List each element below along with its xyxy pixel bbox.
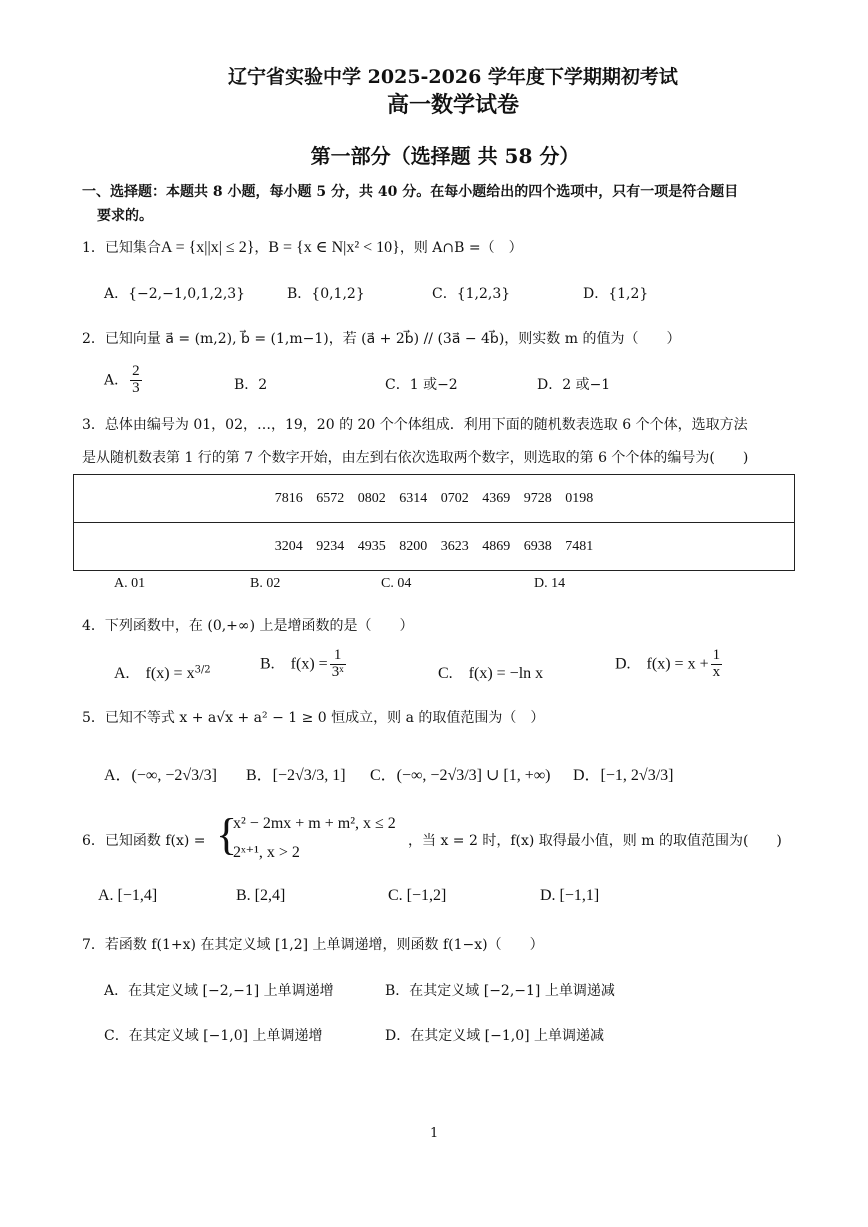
question-5-stem: 5．已知不等式 x + a√x + a² − 1 ≥ 0 恒成立，则 a 的取值范围为（ ） <box>82 710 545 726</box>
q2-option-a[interactable] <box>104 364 144 397</box>
section-instruction-line1: 一、选择题：本题共 8 小题，每小题 5 分，共 40 分。在每小题给出的四个选项中，只有一项是符合题目 <box>82 184 739 200</box>
q5-option-b[interactable]: B．[−2√3/3, 1] <box>246 767 346 784</box>
q6-option-c[interactable]: C. [−1,2] <box>388 887 447 904</box>
q4-option-b-denominator: 3ˣ <box>331 663 344 680</box>
q4-option-a[interactable] <box>114 660 211 683</box>
q4-option-b[interactable] <box>260 648 348 681</box>
q6-case-1: x² − 2mx + m + m², x ≤ 2 <box>233 815 396 832</box>
q4-option-c[interactable] <box>438 660 543 683</box>
school-title: 辽宁省实验中学 2025-2026 学年度下学期期初考试 <box>228 66 678 88</box>
q1-prefix: 1．已知集合 <box>82 240 161 256</box>
q4-option-a-text: A. f(x) = x <box>114 665 195 682</box>
q1-option-a[interactable]: A．{−2,−1,0,1,2,3} <box>104 286 246 302</box>
question-7-stem: 7．若函数 f(1+x) 在其定义域 [1,2] 上单调递增，则函数 f(1−x)（ ） <box>82 937 544 953</box>
q4-option-d-text: D. f(x) = x + <box>615 655 709 673</box>
q5-option-d[interactable]: D．[−1, 2√3/3] <box>573 767 674 784</box>
question-6-suffix: ，当 x = 2 时，f(x) 取得最小值，则 m 的取值范围为( ) <box>408 833 782 849</box>
q7-option-d[interactable]: D．在其定义域 [−1,0] 上单调递减 <box>385 1028 605 1044</box>
question-2-stem: 2．已知向量 a⃗ = (m,2), b⃗ = (1,m−1)，若 (a⃗ + 2b⃗) // (3a⃗ − 4b⃗)，则实数 m 的值为（ ） <box>82 331 681 347</box>
q4-option-b-text: B. f(x) = <box>260 655 328 673</box>
q1-option-b[interactable]: B．{0,1,2} <box>287 286 365 302</box>
q4-option-d[interactable] <box>615 648 724 681</box>
question-3-line1: 3．总体由编号为 01，02，…，19，20 的 20 个个体组成．利用下面的随机数表选取 6 个个体，选取方法 <box>82 417 748 433</box>
q3-option-c[interactable]: C. 04 <box>381 576 412 591</box>
q3-option-b[interactable]: B. 02 <box>250 576 281 591</box>
q6-option-d[interactable]: D. [−1,1] <box>540 887 600 904</box>
q2-option-a-fraction <box>130 364 142 397</box>
q2-option-a-numerator: 2 <box>132 363 140 379</box>
q2-option-b[interactable]: B．2 <box>234 377 268 393</box>
q4-option-b-fraction <box>330 648 346 681</box>
q5-option-a[interactable]: A．(−∞, −2√3/3] <box>104 767 217 784</box>
random-table-row <box>74 523 795 571</box>
q4-option-d-numerator: 1 <box>712 647 721 663</box>
q1-set-b: B = {x ∈ N|x² < 10} <box>268 239 400 256</box>
q2-option-d[interactable]: D．2 或−1 <box>537 377 611 393</box>
question-1-stem <box>82 237 523 257</box>
q4-option-a-exponent: 3/2 <box>194 664 211 676</box>
q2-option-a-denominator: 3 <box>132 379 140 396</box>
q2-option-a-label: A． <box>104 372 129 389</box>
q1-option-c[interactable]: C．{1,2,3} <box>432 286 511 302</box>
q1-option-d[interactable]: D．{1,2} <box>583 286 649 302</box>
section-instruction-line2: 要求的。 <box>97 208 153 224</box>
random-number-table <box>73 474 795 571</box>
question-4-stem: 4．下列函数中，在 (0,+∞) 上是增函数的是（ ） <box>82 618 414 634</box>
exam-title: 高一数学试卷 <box>386 92 519 118</box>
page-number: 1 <box>430 1126 439 1141</box>
q4-option-b-numerator: 1 <box>330 648 346 665</box>
brace-icon: { <box>216 810 238 859</box>
q1-ask: ，则 A∩B =（ ） <box>399 240 523 256</box>
question-6-prefix: 6．已知函数 f(x) = <box>82 833 206 849</box>
q1-set-a: A = {x||x| ≤ 2} <box>160 239 255 256</box>
question-3-line2: 是从随机数表第 1 行的第 7 个数字开始，由左到右依次选取两个数字，则选取的第 6 个个体的编号为( ) <box>82 450 749 466</box>
q2-option-c[interactable]: C．1 或−2 <box>385 377 458 393</box>
q4-option-d-denominator: x <box>712 663 721 680</box>
q7-option-b[interactable]: B．在其定义域 [−2,−1] 上单调递减 <box>385 983 615 999</box>
q6-option-b[interactable]: B. [2,4] <box>236 887 286 904</box>
q3-option-d[interactable]: D. 14 <box>534 576 566 591</box>
q4-option-c-text: C. f(x) = −ln x <box>438 665 544 682</box>
random-table-row-2: 3204 9234 4935 8200 3623 4869 6938 7481 <box>74 523 795 571</box>
part-title: 第一部分（选择题 共 58 分） <box>310 144 580 168</box>
q6-case-2: 2ˣ⁺¹, x > 2 <box>233 844 300 861</box>
q6-option-a[interactable]: A. [−1,4] <box>98 887 158 904</box>
q7-option-a[interactable]: A．在其定义域 [−2,−1] 上单调递增 <box>104 983 334 999</box>
q1-sep: ， <box>254 240 269 256</box>
q4-option-d-fraction <box>711 648 723 681</box>
q5-option-c[interactable]: C．(−∞, −2√3/3] ∪ [1, +∞) <box>370 767 551 784</box>
random-table-row <box>74 475 795 523</box>
q7-option-c[interactable]: C．在其定义域 [−1,0] 上单调递增 <box>104 1028 323 1044</box>
random-table-row-1: 7816 6572 0802 6314 0702 4369 9728 0198 <box>74 475 795 523</box>
q3-option-a[interactable]: A. 01 <box>114 576 146 591</box>
